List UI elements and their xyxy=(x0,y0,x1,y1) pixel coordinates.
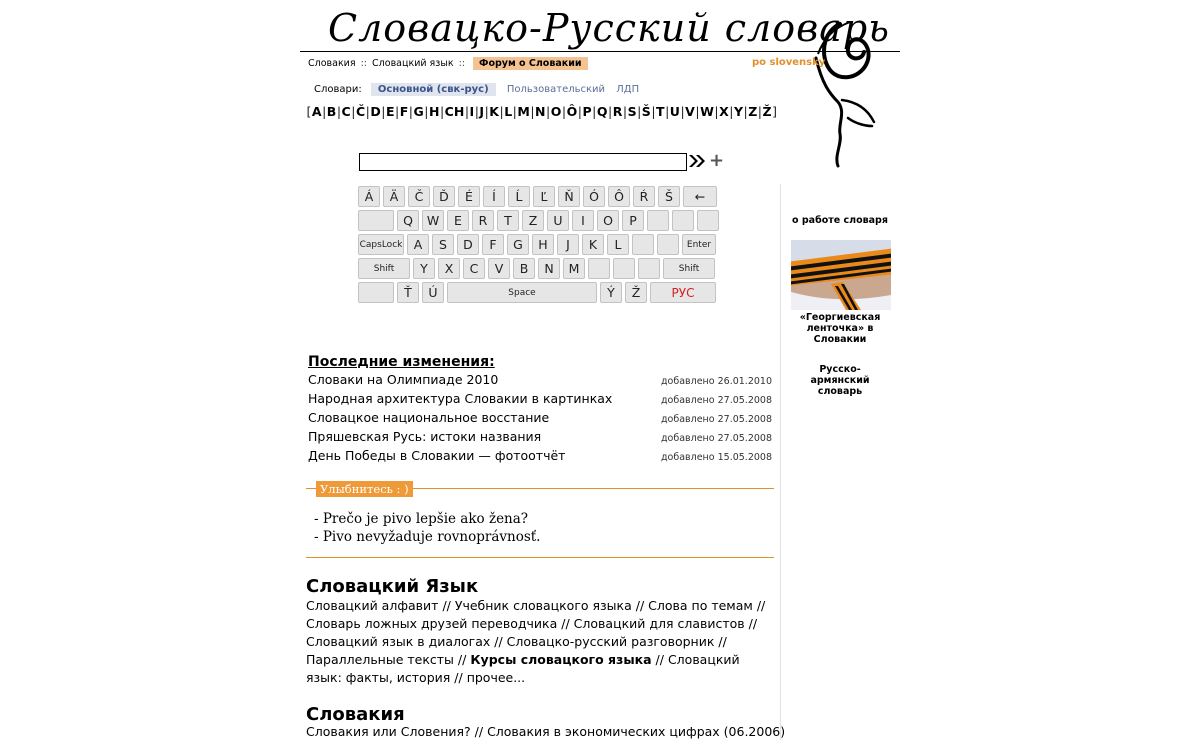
key-ý[interactable]: Ý xyxy=(600,282,622,303)
key-c[interactable]: C xyxy=(463,258,485,279)
key-ť[interactable]: Ť xyxy=(397,282,419,303)
key-blank[interactable] xyxy=(647,210,669,231)
alphabet-letter-link[interactable]: C xyxy=(341,104,351,119)
sidebar-armenian xyxy=(792,364,888,397)
slovakia-link[interactable]: Словакия или Словения? xyxy=(306,724,471,739)
alphabet-letter-link[interactable]: S xyxy=(627,104,637,119)
recent-date: добавлено 27.05.2008 xyxy=(660,433,772,444)
alphabet-separator: | xyxy=(714,104,719,119)
language-link[interactable]: Словацко-русский разговорник xyxy=(506,634,715,649)
ribbon-photo[interactable] xyxy=(791,240,891,310)
alphabet-separator: | xyxy=(607,104,613,119)
alphabet-letter-link[interactable]: V xyxy=(685,104,695,119)
key-p[interactable]: P xyxy=(622,210,644,231)
list-item xyxy=(308,410,772,429)
key-s[interactable]: S xyxy=(432,234,454,255)
language-link[interactable]: Словацкий язык в диалогах xyxy=(306,634,491,649)
link-separator: // xyxy=(457,652,467,667)
alphabet-letter-link[interactable]: I xyxy=(469,104,475,119)
nav-separator: :: xyxy=(458,58,465,69)
alphabet-separator: | xyxy=(637,104,642,119)
language-link[interactable]: Словацкий язык: факты, история xyxy=(306,652,740,685)
key-capslock[interactable]: CapsLock xyxy=(358,234,404,255)
language-link[interactable]: Словарь ложных друзей переводчика xyxy=(306,616,558,631)
recent-date: добавлено 15.05.2008 xyxy=(660,452,772,463)
key-blank[interactable] xyxy=(358,210,394,231)
key-z[interactable]: Z xyxy=(522,210,544,231)
key-space[interactable]: Space xyxy=(447,282,597,303)
alphabet-separator: | xyxy=(530,104,535,119)
armenian-dictionary-link[interactable]: Русско-армянский словарь xyxy=(810,364,870,397)
alphabet-letter-link[interactable]: B xyxy=(326,104,337,119)
sidebar-about xyxy=(782,215,898,226)
alphabet-separator: | xyxy=(381,104,386,119)
key-ó[interactable]: Ó xyxy=(583,186,605,207)
key-ž[interactable]: Ž xyxy=(625,282,647,303)
swirl-logo-icon xyxy=(810,14,890,174)
alphabet-separator: | xyxy=(665,104,670,119)
recent-changes-title: Последние изменения: xyxy=(308,354,495,370)
bracket: ] xyxy=(772,104,777,119)
alphabet-letter-link[interactable]: O xyxy=(550,104,562,119)
key-í[interactable]: Í xyxy=(483,186,505,207)
key-e[interactable]: E xyxy=(447,210,469,231)
alphabet-separator: | xyxy=(474,104,479,119)
link-separator: // xyxy=(454,670,463,685)
alphabet-letter-link[interactable]: K xyxy=(489,104,499,119)
key-i[interactable]: I xyxy=(572,210,594,231)
language-link[interactable]: Параллельные тексты xyxy=(306,652,454,667)
link-separator: // xyxy=(718,634,727,649)
key-ŕ[interactable]: Ŕ xyxy=(633,186,655,207)
section-title-slovakia: Словакия xyxy=(306,704,405,725)
link-separator: // xyxy=(494,634,503,649)
tab-ldp-dictionary[interactable]: ЛДП xyxy=(616,84,640,95)
alphabet-letter-link[interactable]: Š xyxy=(641,104,651,119)
alphabet-separator: | xyxy=(622,104,628,119)
recent-date: добавлено 27.05.2008 xyxy=(660,414,772,425)
alphabet-separator: | xyxy=(651,104,656,119)
alphabet-letter-link[interactable]: H xyxy=(428,104,440,119)
tab-main-dictionary[interactable]: Основной (свк-рус) xyxy=(371,83,496,96)
alphabet-separator: | xyxy=(484,104,489,119)
key-ĺ[interactable]: Ĺ xyxy=(508,186,530,207)
alphabet-separator: | xyxy=(561,104,567,119)
alphabet-separator: | xyxy=(322,104,327,119)
site-title: Словацко-Русский словарь xyxy=(328,6,890,50)
keyboard-row xyxy=(358,282,722,303)
alphabet-letter-link[interactable]: M xyxy=(517,104,530,119)
key-a[interactable]: A xyxy=(407,234,429,255)
recent-date: добавлено 27.05.2008 xyxy=(660,395,772,406)
alphabet-separator: | xyxy=(439,104,445,119)
alphabet-separator: | xyxy=(546,104,551,119)
alphabet-separator: | xyxy=(365,104,370,119)
key-k[interactable]: K xyxy=(582,234,604,255)
link-separator: // xyxy=(635,598,645,613)
column-divider xyxy=(780,184,781,740)
language-link-bold xyxy=(470,652,651,667)
alphabet-separator: | xyxy=(680,104,685,119)
language-link[interactable]: Словацкий для славистов xyxy=(573,616,745,631)
keyboard-row xyxy=(358,258,722,279)
alphabet-letter-link[interactable]: J xyxy=(479,104,485,119)
alphabet-letter-link[interactable]: Č xyxy=(355,104,366,119)
alphabet-letter-link[interactable]: E xyxy=(385,104,395,119)
bracket: [ xyxy=(306,104,312,119)
alphabet-separator: | xyxy=(424,104,429,119)
sidebar-ribbon xyxy=(782,312,898,345)
recent-date: добавлено 26.01.2010 xyxy=(660,376,772,387)
key-o[interactable]: O xyxy=(597,210,619,231)
key-blank[interactable] xyxy=(657,234,679,255)
language-links xyxy=(306,597,776,687)
dictionary-selector xyxy=(314,84,639,95)
keyboard-row xyxy=(358,210,722,231)
language-switch-link[interactable]: po slovensky xyxy=(752,57,826,68)
alphabet-letter-link[interactable]: P xyxy=(582,104,592,119)
alphabet-separator: | xyxy=(336,104,342,119)
alphabet-letter-link[interactable]: Ô xyxy=(566,104,578,119)
alphabet-letter-link[interactable]: L xyxy=(504,104,513,119)
alphabet-letter-link[interactable]: R xyxy=(612,104,623,119)
keyboard-row xyxy=(358,186,722,207)
key-h[interactable]: H xyxy=(532,234,554,255)
key-č[interactable]: Č xyxy=(408,186,430,207)
key-ú[interactable]: Ú xyxy=(422,282,444,303)
alphabet-index xyxy=(306,104,777,119)
key-w[interactable]: W xyxy=(422,210,444,231)
key-ď[interactable]: Ď xyxy=(433,186,455,207)
recent-link[interactable]: День Победы в Словакии — фотоотчёт xyxy=(308,448,566,463)
alphabet-letter-link[interactable]: W xyxy=(700,104,714,119)
link-separator: // xyxy=(655,652,664,667)
alphabet-separator: | xyxy=(577,104,582,119)
key-blank[interactable] xyxy=(697,210,719,231)
joke-line: - Pivo nevyžaduje rovnoprávnosť. xyxy=(314,529,541,545)
keyboard-row xyxy=(358,234,722,255)
key-enter[interactable]: Enter xyxy=(682,234,716,255)
link-separator: // xyxy=(748,616,758,631)
joke-bottom-divider xyxy=(306,557,774,558)
key-d[interactable]: D xyxy=(457,234,479,255)
dictionaries-label: Словари: xyxy=(314,84,362,95)
key-shift[interactable]: Shift xyxy=(358,258,410,279)
key-blank[interactable] xyxy=(613,258,635,279)
key-blank[interactable] xyxy=(672,210,694,231)
alphabet-letter-link[interactable]: T xyxy=(656,104,665,119)
tab-user-dictionary[interactable]: Пользовательский xyxy=(506,84,606,95)
key-m[interactable]: M xyxy=(563,258,585,279)
alphabet-letter-link[interactable]: U xyxy=(669,104,680,119)
key-r[interactable]: R xyxy=(472,210,494,231)
key-x[interactable]: X xyxy=(438,258,460,279)
alphabet-separator: | xyxy=(395,104,400,119)
language-link[interactable]: прочее... xyxy=(466,670,526,685)
key-y[interactable]: Y xyxy=(413,258,435,279)
alphabet-letter-link[interactable]: Ž xyxy=(762,104,772,119)
add-word-icon[interactable]: + xyxy=(709,150,725,171)
key-á[interactable]: Á xyxy=(358,186,380,207)
key-n[interactable]: N xyxy=(538,258,560,279)
alphabet-separator: | xyxy=(743,104,748,119)
top-nav xyxy=(308,58,588,69)
alphabet-letter-link[interactable]: Z xyxy=(748,104,758,119)
alphabet-letter-link[interactable]: CH xyxy=(444,104,465,119)
section-title-language: Словацкий Язык xyxy=(306,576,479,597)
recent-link[interactable]: Пряшевская Русь: истоки названия xyxy=(308,429,542,444)
key-backspace[interactable]: ← xyxy=(683,186,717,207)
recent-link[interactable]: Словаки на Олимпиаде 2010 xyxy=(308,372,499,387)
recent-changes-list xyxy=(308,372,772,467)
list-item xyxy=(308,372,772,391)
key-ô[interactable]: Ô xyxy=(608,186,630,207)
key-shift[interactable]: Shift xyxy=(663,258,715,279)
key-ä[interactable]: Ä xyxy=(383,186,405,207)
alphabet-letter-link[interactable]: A xyxy=(311,104,322,119)
search-input[interactable] xyxy=(359,153,687,171)
key-blank[interactable] xyxy=(588,258,610,279)
recent-link[interactable]: Словацкое национальное восстание xyxy=(308,410,550,425)
language-link[interactable]: Учебник словацкого языка xyxy=(454,598,632,613)
joke-label: Улыбнитесь : ) xyxy=(316,481,413,497)
key-blank[interactable] xyxy=(638,258,660,279)
alphabet-letter-link[interactable]: G xyxy=(413,104,424,119)
alphabet-letter-link[interactable]: F xyxy=(399,104,409,119)
key-blank[interactable] xyxy=(632,234,654,255)
virtual-keyboard xyxy=(358,186,722,306)
alphabet-letter-link[interactable]: N xyxy=(535,104,546,119)
key-q[interactable]: Q xyxy=(397,210,419,231)
nav-link-forum[interactable]: Форум о Словакии xyxy=(473,57,588,70)
alphabet-separator: | xyxy=(499,104,504,119)
alphabet-separator: | xyxy=(729,104,734,119)
search-go-icon[interactable] xyxy=(688,154,706,168)
key-l[interactable]: L xyxy=(607,234,629,255)
recent-link[interactable]: Народная архитектура Словакии в картинках xyxy=(308,391,613,406)
alphabet-separator: | xyxy=(592,104,597,119)
slovakia-link[interactable]: Словакия в экономических цифрах (06.2006) xyxy=(487,724,786,739)
alphabet-separator: | xyxy=(695,104,700,119)
key-b[interactable]: B xyxy=(513,258,535,279)
joke-line: - Prečo je pivo lepšie ako žena? xyxy=(314,511,529,527)
key-v[interactable]: V xyxy=(488,258,510,279)
link-separator: // xyxy=(474,724,484,739)
key-j[interactable]: J xyxy=(557,234,579,255)
alphabet-separator: | xyxy=(757,104,763,119)
joke-text xyxy=(314,510,540,546)
nav-link-slovak-language[interactable]: Словацкий язык xyxy=(372,58,454,69)
link-separator: // xyxy=(756,598,766,613)
alphabet-letter-link[interactable]: X xyxy=(719,104,729,119)
alphabet-separator: | xyxy=(512,104,517,119)
alphabet-separator: | xyxy=(464,104,470,119)
language-link[interactable]: Слова по темам xyxy=(648,598,753,613)
key-g[interactable]: G xyxy=(507,234,529,255)
key-рус[interactable]: РУС xyxy=(650,282,716,303)
key-f[interactable]: F xyxy=(482,234,504,255)
link-separator: // xyxy=(442,598,451,613)
list-item xyxy=(308,448,772,467)
language-link[interactable]: Словацкий алфавит xyxy=(306,598,439,613)
nav-link-slovakia[interactable]: Словакия xyxy=(308,58,356,69)
slovakia-links xyxy=(306,724,786,739)
key-t[interactable]: T xyxy=(497,210,519,231)
key-é[interactable]: É xyxy=(458,186,480,207)
link-separator: // xyxy=(561,616,570,631)
alphabet-separator: | xyxy=(408,104,413,119)
key-š[interactable]: Š xyxy=(658,186,680,207)
list-item xyxy=(308,429,772,448)
language-link[interactable]: Курсы словацкого языка xyxy=(470,652,652,667)
alphabet-letter-link[interactable]: Y xyxy=(733,104,743,119)
key-blank[interactable] xyxy=(358,282,394,303)
key-u[interactable]: U xyxy=(547,210,569,231)
nav-separator: :: xyxy=(360,58,368,69)
page xyxy=(300,0,900,740)
alphabet-letter-link[interactable]: Q xyxy=(596,104,608,119)
ribbon-link[interactable]: «Георгиевская ленточка» в Словакии xyxy=(799,312,881,345)
list-item xyxy=(308,391,772,410)
ribbon-image-icon xyxy=(791,240,891,310)
alphabet-letter-link[interactable]: D xyxy=(370,104,381,119)
key-ľ[interactable]: Ľ xyxy=(533,186,555,207)
key-ň[interactable]: Ň xyxy=(558,186,580,207)
alphabet-separator: | xyxy=(351,104,356,119)
about-dictionary-link[interactable]: о работе словаря xyxy=(792,215,888,226)
